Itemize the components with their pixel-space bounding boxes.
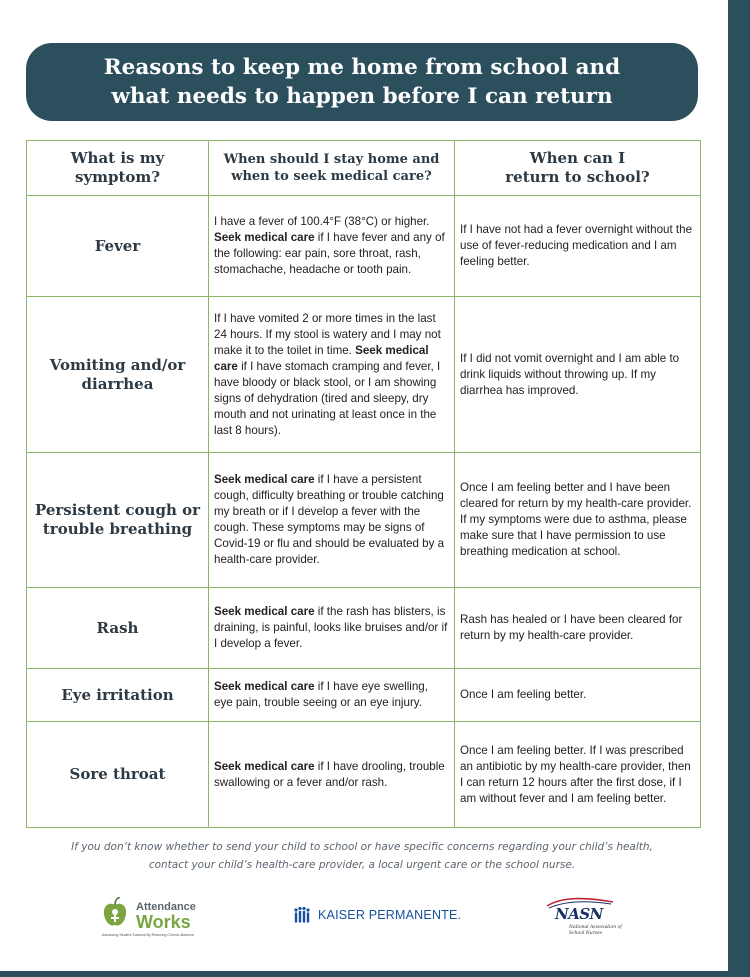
- kaiser-people-icon: [292, 905, 312, 925]
- symptom-cell: Fever: [27, 196, 209, 297]
- document-page: Reasons to keep me home from school and what needs to happen before I can return What is my symptom? When should I stay home and when to seek medical care? When can I return to school? Fever I have a fever of 100.4°F (38°C) or higher. Seek medical care if I have fever and any of the following: ear pain, sore throat, rash, stomachache, headache or tooth pain. If I have not had a fever overnight without the use of fever-reducing medication and I am feeling better. Vomiting and/or diarrhea If I have vomited 2 or more times in the last 24 hours. If my stool is watery and I may not make it to the toilet in time. Seek medical care if I have stomach cramping and fever, I have bloody or black stool, or I am showing signs of dehydration (tired and sleepy, dry mouth and not urinating at least once in the last 8 hours). If I did not vomit overnight and I am able to drink liquids without throwing up. If my diarrhea has improved. Persistent cough or trouble breathing Seek medical care if I have a persistent cough, difficulty breathing or trouble catching my breath or if I develop a fever with the cough. These symptoms may be signs of Covid-19 or flu and should be evaluated by a health-care provider. Once I am feeling better and I have been cleared for return by my health-care provider. If my symptoms were due to asthma, please make sure that I have permission to use breathing medication at school. Rash Seek medical care if the rash has blisters, is draining, is painful, looks like bruises and/or if I develop a fever. Rash has healed or I have been cleared for return by my health-care provider. Eye irritation Seek medical care if I have eye swelling, eye pain, trouble seeing or an eye injury. Once I am feeling better. Sore throat Seek medical care if I have drooling, trouble swallowing or a fever and/or rash. Once I am feeling better. If I was prescribed an antibiotic by my health-care provider, then I can return 12 hours after the first dose, if I am without fever and I am feeling better. If you don’t know whether to send your child to school or have specific concerns regarding your child’s health, contact your child’s health-care provider, a local urgent care or the school nurse. Attendance Works Advancing Student Success By Reducing Chronic Absence KAISER PERMANENTE. NASN National Association of School Nurses: [0, 0, 728, 971]
- symptom-cell: Vomiting and/or diarrhea: [27, 297, 209, 453]
- table-row: [27, 588, 701, 669]
- title-line-2: what needs to happen before I can return: [111, 84, 613, 109]
- care-cell: Seek medical care if I have a persistent cough, difficulty breathing or trouble catching my breath or if I develop a fever with the cough. These symptoms may be signs of Covid-19 or flu and should be evaluated by a health-care provider.: [209, 453, 455, 588]
- table-row: [27, 297, 701, 453]
- symptom-cell: Rash: [27, 588, 209, 669]
- table-row: [27, 669, 701, 722]
- title-line-1: Reasons to keep me home from school and: [103, 55, 621, 80]
- symptom-cell: Sore throat: [27, 722, 209, 828]
- care-cell: Seek medical care if I have drooling, trouble swallowing or a fever and/or rash.: [209, 722, 455, 828]
- page-frame-right: [728, 0, 750, 977]
- return-cell: Once I am feeling better. If I was prescribed an antibiotic by my health-care provider, then I can return 12 hours after the first dose, if I am without fever and I am feeling better.: [455, 722, 701, 828]
- header-return: When can I return to school?: [455, 141, 701, 196]
- apple-icon: [102, 897, 128, 929]
- return-cell: If I have not had a fever overnight without the use of fever-reducing medication and I am feeling better.: [455, 196, 701, 297]
- symptom-cell: Eye irritation: [27, 669, 209, 722]
- return-cell: If I did not vomit overnight and I am able to drink liquids without throwing up. If my diarrhea has improved.: [455, 297, 701, 453]
- symptom-cell: Persistent cough or trouble breathing: [27, 453, 209, 588]
- nasn-logo: NASN National Association of School Nurses: [545, 897, 625, 949]
- table-header-row: [27, 141, 701, 196]
- return-cell: Once I am feeling better and I have been cleared for return by my health-care provider. If my symptoms were due to asthma, please make sure that I have permission to use breathing medication at school.: [455, 453, 701, 588]
- attendance-works-logo: Attendance Works Advancing Student Success By Reducing Chronic Absence: [100, 895, 210, 945]
- return-cell: Once I am feeling better.: [455, 669, 701, 722]
- page-frame-bottom: [0, 971, 750, 977]
- care-cell: I have a fever of 100.4°F (38°C) or higher. Seek medical care if I have fever and any of the following: ear pain, sore throat, rash, stomachache, headache or tooth pain.: [209, 196, 455, 297]
- care-cell: Seek medical care if I have eye swelling, eye pain, trouble seeing or an eye injury.: [209, 669, 455, 722]
- header-care: When should I stay home and when to seek medical care?: [209, 141, 455, 196]
- footer-note: If you don’t know whether to send your child to school or have specific concerns regarding your child’s health, contact your child’s health-care provider, a local urgent care or the school nurse.: [71, 841, 653, 871]
- symptom-table: [26, 140, 701, 828]
- care-cell: Seek medical care if the rash has blisters, is draining, is painful, looks like bruises and/or if I develop a fever.: [209, 588, 455, 669]
- table-row: [27, 722, 701, 828]
- care-cell: If I have vomited 2 or more times in the last 24 hours. If my stool is watery and I may not make it to the toilet in time. Seek medical care if I have stomach cramping and fever, I have bloody or black stool, or I am showing signs of dehydration (tired and sleepy, dry mouth and not urinating at least once in the last 8 hours).: [209, 297, 455, 453]
- header-symptom: What is my symptom?: [27, 141, 209, 196]
- return-cell: Rash has healed or I have been cleared for return by my health-care provider.: [455, 588, 701, 669]
- table-row: [27, 453, 701, 588]
- title-banner: [26, 43, 698, 121]
- table-row: [27, 196, 701, 297]
